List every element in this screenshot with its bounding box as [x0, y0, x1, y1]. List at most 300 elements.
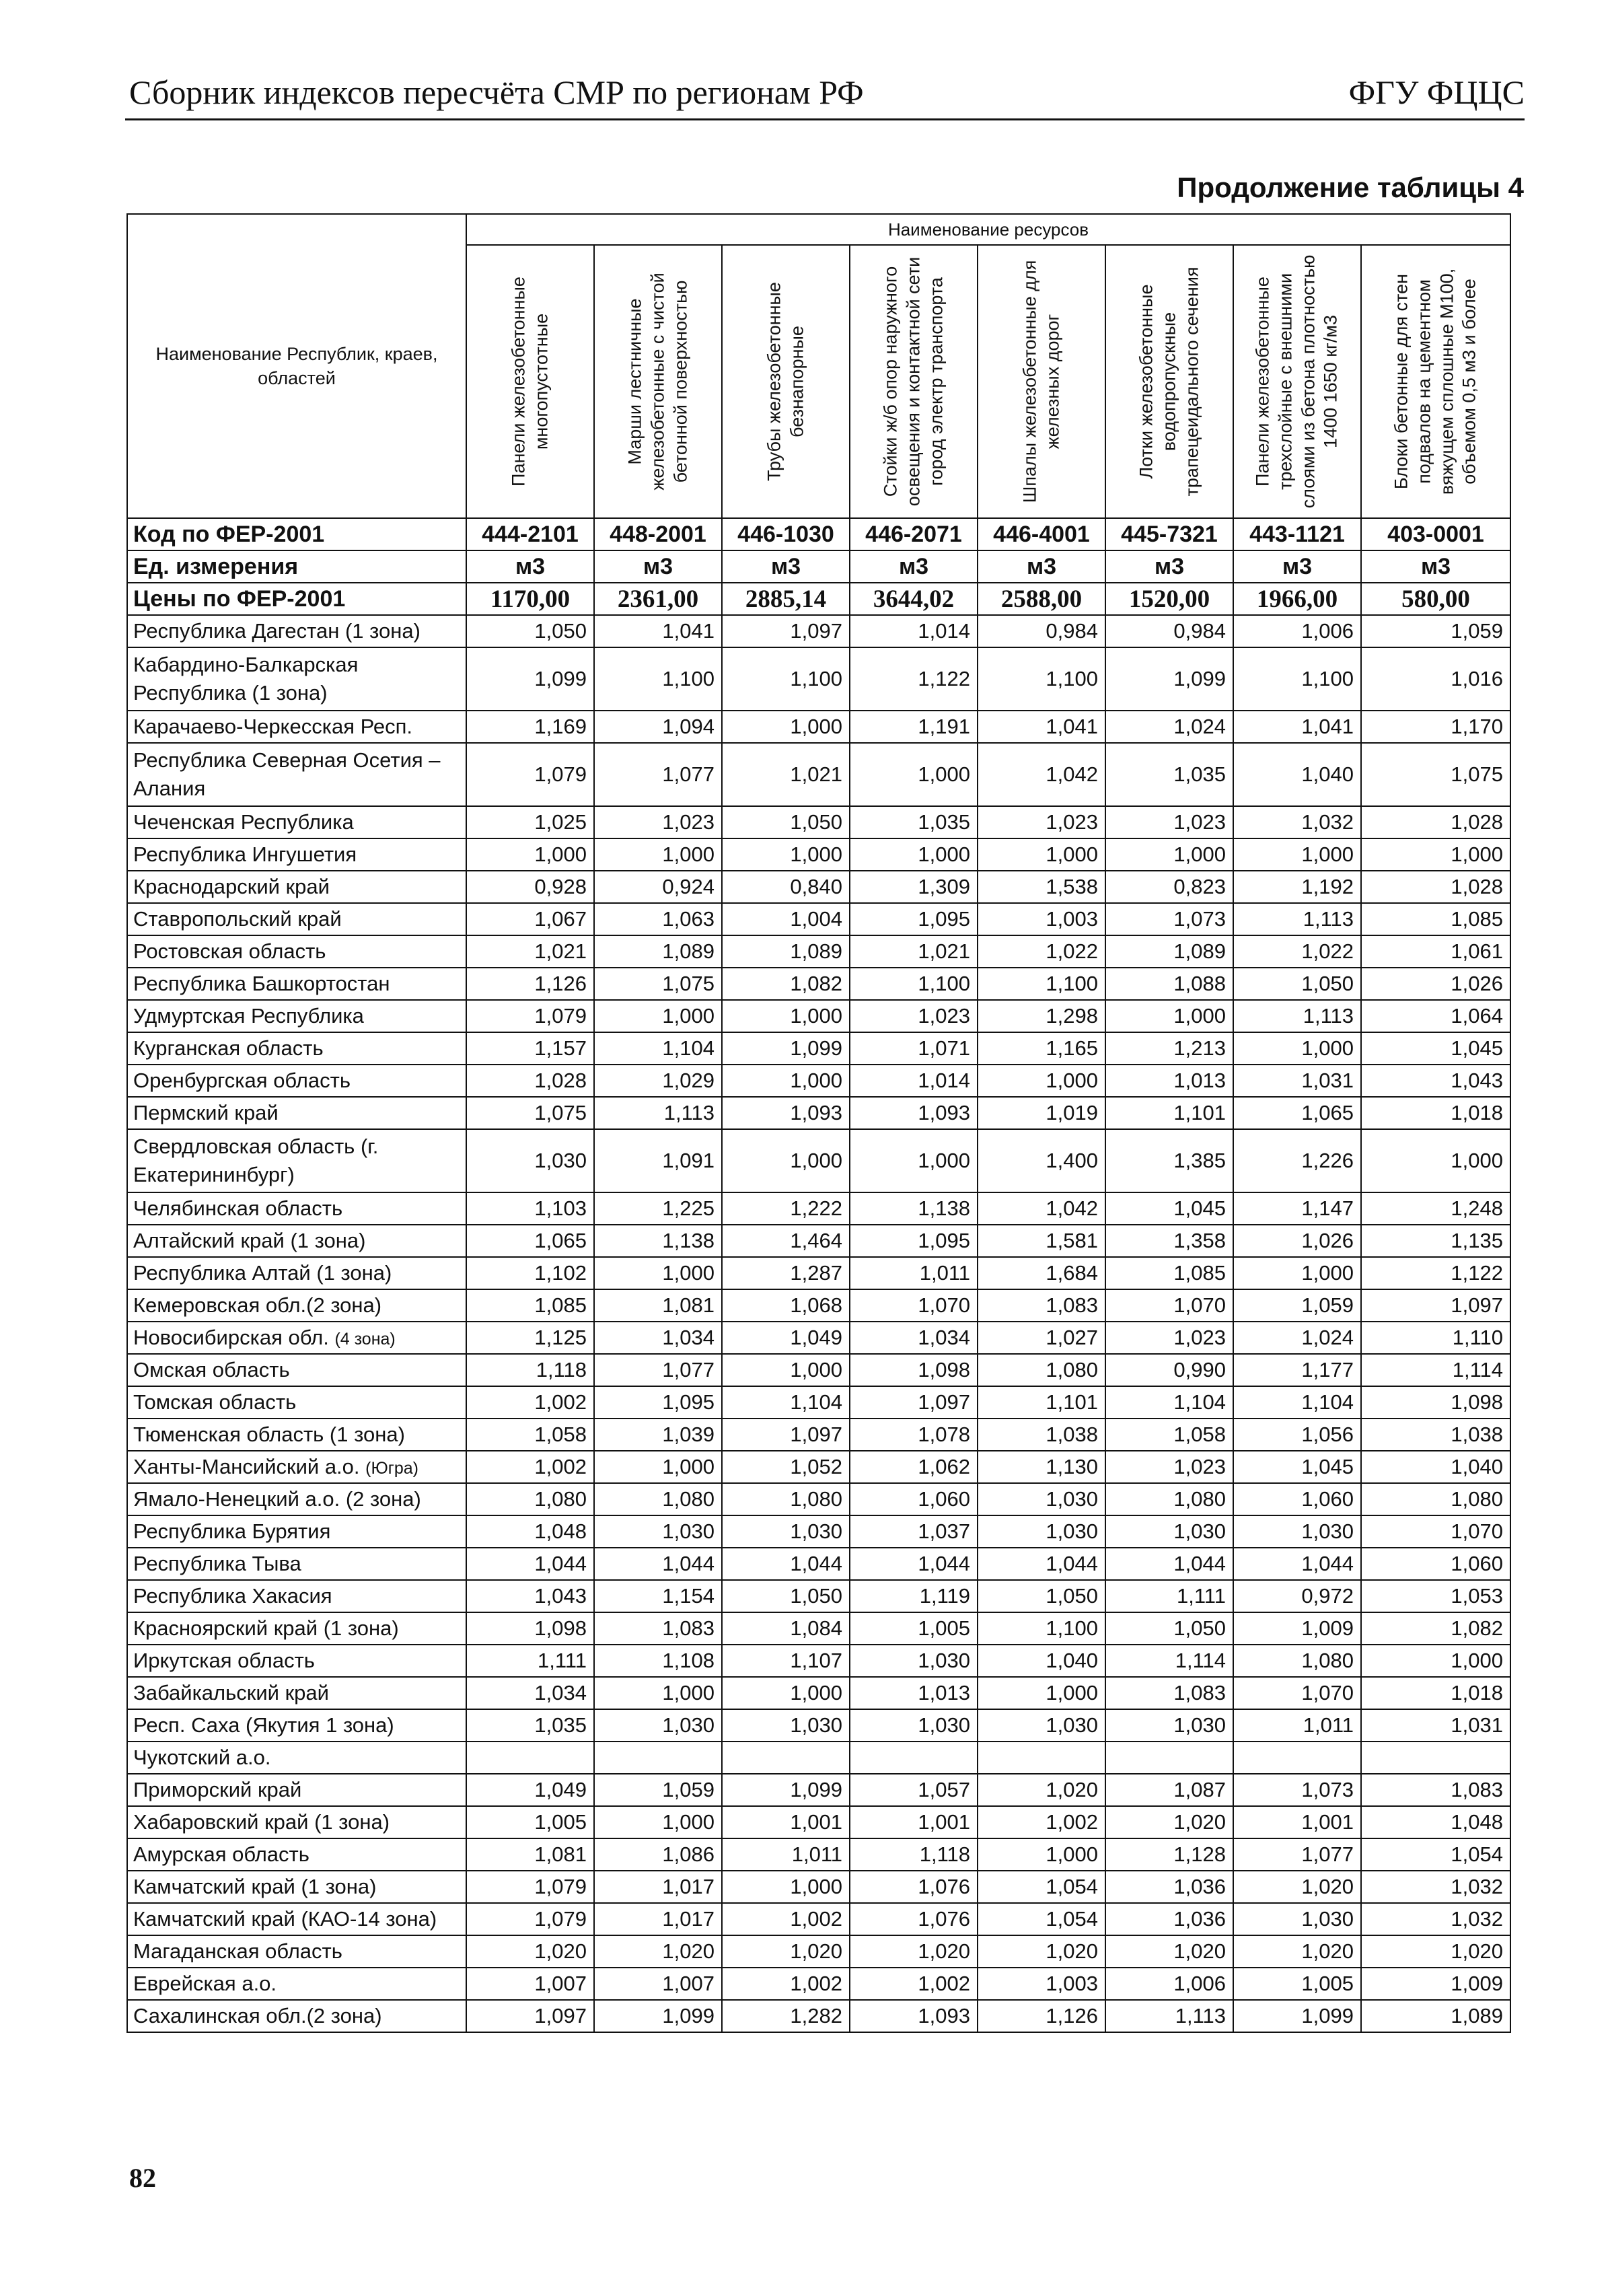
index-value: 1,089 — [1361, 2000, 1510, 2032]
index-value: 1,385 — [1105, 1129, 1233, 1192]
index-value: 1,005 — [1233, 1968, 1361, 2000]
index-value: 1,028 — [1361, 806, 1510, 838]
index-value: 1,032 — [1361, 1871, 1510, 1903]
index-value: 1,000 — [1233, 838, 1361, 871]
index-value: 1,100 — [850, 968, 978, 1000]
index-value: 1,034 — [850, 1322, 978, 1354]
index-value — [594, 1742, 722, 1774]
table-row — [127, 935, 1510, 968]
region-name — [127, 1838, 466, 1871]
resource-column-header — [466, 245, 594, 518]
price-row-value: 2361,00 — [594, 583, 722, 615]
region-name-text: Иркутская область — [133, 1649, 315, 1673]
index-value: 1,063 — [594, 903, 722, 935]
index-value: 1,073 — [1105, 903, 1233, 935]
index-value: 1,039 — [594, 1419, 722, 1451]
index-value: 1,099 — [722, 1774, 850, 1806]
index-value: 1,000 — [1361, 1645, 1510, 1677]
index-value — [466, 1742, 594, 1774]
index-value: 1,581 — [978, 1225, 1105, 1257]
index-value: 0,928 — [466, 871, 594, 903]
index-value: 1,080 — [1233, 1645, 1361, 1677]
table-row — [127, 1257, 1510, 1289]
region-name — [127, 1192, 466, 1225]
index-value: 1,050 — [1105, 1612, 1233, 1645]
index-value: 1,044 — [978, 1548, 1105, 1580]
region-name-text: Республика Северная Осетия – Алания — [133, 748, 441, 800]
index-value: 1,016 — [1361, 647, 1510, 711]
index-value: 1,110 — [1361, 1322, 1510, 1354]
index-value: 1,059 — [1233, 1289, 1361, 1322]
index-value: 1,029 — [594, 1065, 722, 1097]
index-value: 1,070 — [1105, 1289, 1233, 1322]
table-row — [127, 1322, 1510, 1354]
table-continuation-label: Продолжение таблицы 4 — [1177, 172, 1524, 203]
index-value: 1,036 — [1105, 1871, 1233, 1903]
index-value: 1,684 — [978, 1257, 1105, 1289]
index-value: 1,000 — [594, 1000, 722, 1032]
index-value: 1,045 — [1105, 1192, 1233, 1225]
index-value: 1,177 — [1233, 1354, 1361, 1386]
region-name — [127, 806, 466, 838]
price-row-value: 2885,14 — [722, 583, 850, 615]
region-name — [127, 1968, 466, 2000]
region-name-text: Забайкальский край — [133, 1681, 329, 1705]
index-value: 1,097 — [850, 1386, 978, 1419]
index-value: 1,464 — [722, 1225, 850, 1257]
index-value: 1,035 — [850, 806, 978, 838]
index-value: 1,043 — [466, 1580, 594, 1612]
index-value: 1,000 — [1233, 1032, 1361, 1065]
index-value: 1,065 — [1233, 1097, 1361, 1129]
fer-code-row-value: 446-1030 — [722, 518, 850, 550]
region-name-text: Республика Дагестан (1 зона) — [133, 619, 420, 643]
index-value: 0,823 — [1105, 871, 1233, 903]
region-name — [127, 1225, 466, 1257]
index-value: 1,122 — [1361, 1257, 1510, 1289]
index-value: 1,037 — [850, 1515, 978, 1548]
index-value: 1,147 — [1233, 1192, 1361, 1225]
region-name-text: Республика Бурятия — [133, 1519, 331, 1544]
index-value: 1,282 — [722, 2000, 850, 2032]
table-row — [127, 1483, 1510, 1515]
regional-index-table — [126, 213, 1511, 2033]
index-value: 0,984 — [1105, 615, 1233, 647]
index-value: 1,226 — [1233, 1129, 1361, 1192]
index-value: 1,100 — [722, 647, 850, 711]
fer-code-row-value: 445-7321 — [1105, 518, 1233, 550]
index-value: 1,030 — [850, 1709, 978, 1742]
index-value: 1,104 — [722, 1386, 850, 1419]
index-value: 1,035 — [466, 1709, 594, 1742]
index-value: 1,077 — [594, 743, 722, 806]
region-name — [127, 1612, 466, 1645]
index-value: 1,002 — [466, 1386, 594, 1419]
region-name-text: Хабаровский край (1 зона) — [133, 1810, 390, 1834]
index-value: 1,358 — [1105, 1225, 1233, 1257]
index-value: 1,030 — [1105, 1709, 1233, 1742]
index-value: 1,041 — [594, 615, 722, 647]
index-value: 1,225 — [594, 1192, 722, 1225]
index-value: 1,030 — [594, 1709, 722, 1742]
index-value: 1,030 — [722, 1709, 850, 1742]
index-value: 1,044 — [850, 1548, 978, 1580]
index-value: 1,052 — [722, 1451, 850, 1483]
index-value: 1,098 — [466, 1612, 594, 1645]
index-value — [1233, 1742, 1361, 1774]
index-value: 1,192 — [1233, 871, 1361, 903]
index-value: 1,040 — [1233, 743, 1361, 806]
index-value: 1,000 — [850, 1129, 978, 1192]
index-value: 1,077 — [1233, 1838, 1361, 1871]
index-value: 1,009 — [1361, 1968, 1510, 2000]
index-value: 1,071 — [850, 1032, 978, 1065]
index-value: 1,025 — [466, 806, 594, 838]
price-row-value: 3644,02 — [850, 583, 978, 615]
index-value: 1,095 — [594, 1386, 722, 1419]
index-value: 1,099 — [466, 647, 594, 711]
region-name-text: Республика Башкортостан — [133, 972, 390, 996]
region-name — [127, 1419, 466, 1451]
index-value: 1,050 — [722, 1580, 850, 1612]
region-name-text: Свердловская область (г. Екатерининбург) — [133, 1135, 379, 1186]
index-value: 1,000 — [594, 1451, 722, 1483]
index-value: 1,013 — [850, 1677, 978, 1709]
region-name — [127, 1032, 466, 1065]
region-name — [127, 1483, 466, 1515]
index-value: 1,097 — [466, 2000, 594, 2032]
index-value: 1,080 — [594, 1483, 722, 1515]
index-value: 1,014 — [850, 615, 978, 647]
index-value: 1,080 — [722, 1483, 850, 1515]
table-row — [127, 838, 1510, 871]
resource-column-label: Панели железобетонные трехслойные с внешними слоями из бетона плотностью 1400 1650 кг/м3 — [1252, 254, 1341, 509]
region-name-text: Приморский край — [133, 1778, 302, 1802]
table-row — [127, 1838, 1510, 1871]
index-value: 1,020 — [1105, 1935, 1233, 1968]
index-value: 1,100 — [978, 1612, 1105, 1645]
index-value: 1,076 — [850, 1871, 978, 1903]
table-row — [127, 903, 1510, 935]
region-name-text: Карачаево-Черкесская Респ. — [133, 715, 413, 739]
index-value: 1,157 — [466, 1032, 594, 1065]
region-name-text: Сахалинская обл.(2 зона) — [133, 2004, 382, 2028]
index-value: 1,023 — [1105, 1322, 1233, 1354]
index-value: 1,000 — [466, 838, 594, 871]
index-value: 1,000 — [1233, 1257, 1361, 1289]
region-name-text: Ставропольский край — [133, 907, 342, 931]
index-value: 1,165 — [978, 1032, 1105, 1065]
index-value: 1,098 — [850, 1354, 978, 1386]
index-value: 1,036 — [1105, 1903, 1233, 1935]
index-value: 1,075 — [594, 968, 722, 1000]
index-value: 1,020 — [466, 1935, 594, 1968]
index-value: 1,081 — [466, 1838, 594, 1871]
index-value: 1,041 — [1233, 711, 1361, 743]
index-value: 1,007 — [466, 1968, 594, 2000]
index-value: 1,078 — [850, 1419, 978, 1451]
index-value: 1,102 — [466, 1257, 594, 1289]
fer-code-row-value: 446-2071 — [850, 518, 978, 550]
index-value: 1,135 — [1361, 1225, 1510, 1257]
index-value: 1,000 — [594, 1806, 722, 1838]
index-value: 1,111 — [1105, 1580, 1233, 1612]
index-value: 0,990 — [1105, 1354, 1233, 1386]
index-value: 1,000 — [978, 1065, 1105, 1097]
table-row — [127, 1515, 1510, 1548]
index-value: 1,073 — [1233, 1774, 1361, 1806]
index-value: 1,002 — [978, 1806, 1105, 1838]
index-value: 1,017 — [594, 1903, 722, 1935]
index-value: 1,085 — [466, 1289, 594, 1322]
index-value: 1,038 — [978, 1419, 1105, 1451]
region-name — [127, 1742, 466, 1774]
region-name-text: Челябинская область — [133, 1196, 343, 1221]
index-value: 1,002 — [850, 1968, 978, 2000]
table-row — [127, 711, 1510, 743]
index-value: 1,114 — [1361, 1354, 1510, 1386]
index-value: 1,100 — [978, 968, 1105, 1000]
index-value: 1,030 — [1233, 1903, 1361, 1935]
index-value: 1,013 — [1105, 1065, 1233, 1097]
index-value: 1,030 — [978, 1515, 1105, 1548]
running-header-org: ФГУ ФЦЦС — [1348, 73, 1525, 111]
price-row-value: 1966,00 — [1233, 583, 1361, 615]
index-value: 1,020 — [1233, 1935, 1361, 1968]
table-row — [127, 1871, 1510, 1903]
index-value: 1,113 — [594, 1097, 722, 1129]
index-value: 1,103 — [466, 1192, 594, 1225]
index-value — [1361, 1742, 1510, 1774]
region-name-text: Томская область — [133, 1390, 297, 1414]
index-value: 1,050 — [466, 615, 594, 647]
index-value: 1,079 — [466, 743, 594, 806]
index-value: 1,111 — [466, 1645, 594, 1677]
resource-column-header — [1105, 245, 1233, 518]
region-name — [127, 647, 466, 711]
unit-row-label: Ед. измерения — [127, 550, 466, 583]
region-name — [127, 1386, 466, 1419]
index-value: 1,130 — [978, 1451, 1105, 1483]
index-value: 1,077 — [594, 1354, 722, 1386]
table-row — [127, 1806, 1510, 1838]
table-row — [127, 647, 1510, 711]
index-value: 1,065 — [466, 1225, 594, 1257]
region-name — [127, 743, 466, 806]
region-name-note: (4 зона) — [334, 1330, 396, 1349]
index-value: 1,000 — [722, 1871, 850, 1903]
index-value: 1,009 — [1233, 1612, 1361, 1645]
fer-code-row-label: Код по ФЕР-2001 — [127, 518, 466, 550]
index-value: 1,169 — [466, 711, 594, 743]
index-value: 1,053 — [1361, 1580, 1510, 1612]
index-value: 1,056 — [1233, 1419, 1361, 1451]
unit-row-value: м3 — [594, 550, 722, 583]
index-value: 1,082 — [1361, 1612, 1510, 1645]
index-value: 1,118 — [466, 1354, 594, 1386]
index-value: 1,070 — [1233, 1677, 1361, 1709]
table-row — [127, 1903, 1510, 1935]
region-name — [127, 935, 466, 968]
index-value: 1,100 — [594, 647, 722, 711]
region-name-text: Омская область — [133, 1358, 290, 1382]
table-row — [127, 1097, 1510, 1129]
region-name-text: Ростовская область — [133, 939, 326, 964]
index-value: 1,100 — [1233, 647, 1361, 711]
index-value: 1,000 — [978, 1677, 1105, 1709]
index-value: 1,076 — [850, 1903, 978, 1935]
table-row — [127, 806, 1510, 838]
region-name — [127, 1354, 466, 1386]
index-value: 1,093 — [722, 1097, 850, 1129]
index-value: 1,154 — [594, 1580, 722, 1612]
index-value: 1,097 — [722, 615, 850, 647]
index-value: 1,138 — [594, 1225, 722, 1257]
index-value: 1,101 — [978, 1386, 1105, 1419]
index-value: 1,006 — [1233, 615, 1361, 647]
price-row-label: Цены по ФЕР-2001 — [127, 583, 466, 615]
index-value: 1,050 — [978, 1580, 1105, 1612]
region-name — [127, 838, 466, 871]
index-value: 1,000 — [978, 838, 1105, 871]
region-name — [127, 1097, 466, 1129]
index-value: 1,068 — [722, 1289, 850, 1322]
region-name-text: Амурская область — [133, 1842, 309, 1867]
region-name-text: Камчатский край (КАО-14 зона) — [133, 1907, 437, 1931]
table-row — [127, 1451, 1510, 1483]
index-value: 1,070 — [1361, 1515, 1510, 1548]
index-value: 1,099 — [594, 2000, 722, 2032]
index-value: 1,045 — [1361, 1032, 1510, 1065]
index-value: 1,083 — [1105, 1677, 1233, 1709]
index-value: 1,070 — [850, 1289, 978, 1322]
table-row — [127, 1935, 1510, 1968]
region-name-text: Чукотский а.о. — [133, 1746, 271, 1770]
index-value: 1,000 — [1361, 838, 1510, 871]
index-value: 1,027 — [978, 1322, 1105, 1354]
index-value: 1,083 — [978, 1289, 1105, 1322]
table-row — [127, 1580, 1510, 1612]
index-value: 1,298 — [978, 1000, 1105, 1032]
region-name — [127, 1451, 466, 1483]
index-value: 1,030 — [1105, 1515, 1233, 1548]
fer-code-row-value: 446-4001 — [978, 518, 1105, 550]
region-name — [127, 1871, 466, 1903]
resources-group-header: Наименование ресурсов — [466, 214, 1510, 245]
index-value: 1,084 — [722, 1612, 850, 1645]
index-value: 1,026 — [1361, 968, 1510, 1000]
unit-row — [127, 550, 1510, 583]
index-value: 1,085 — [1105, 1257, 1233, 1289]
resource-column-label: Лотки железобетонные водопропускные трапецеидального сечения — [1136, 266, 1202, 497]
region-name — [127, 871, 466, 903]
index-value: 1,044 — [466, 1548, 594, 1580]
index-value: 1,099 — [1105, 647, 1233, 711]
index-value: 1,011 — [722, 1838, 850, 1871]
index-value: 1,099 — [722, 1032, 850, 1065]
table-row — [127, 2000, 1510, 2032]
index-value: 1,028 — [466, 1065, 594, 1097]
index-value: 1,059 — [594, 1774, 722, 1806]
index-value: 1,099 — [1233, 2000, 1361, 2032]
region-name-text: Оренбургская область — [133, 1069, 351, 1093]
region-name-text: Ямало-Ненецкий а.о. (2 зона) — [133, 1487, 421, 1511]
index-value: 1,023 — [594, 806, 722, 838]
index-value: 1,058 — [1105, 1419, 1233, 1451]
resource-column-header — [1233, 245, 1361, 518]
index-value: 1,079 — [466, 1000, 594, 1032]
index-value: 1,089 — [1105, 935, 1233, 968]
index-value: 1,002 — [466, 1451, 594, 1483]
index-value: 1,040 — [1361, 1451, 1510, 1483]
index-value: 1,093 — [850, 2000, 978, 2032]
fer-code-row-value: 403-0001 — [1361, 518, 1510, 550]
index-value: 1,000 — [594, 1257, 722, 1289]
index-value: 1,032 — [1361, 1903, 1510, 1935]
index-value: 1,022 — [1233, 935, 1361, 968]
table-row — [127, 1354, 1510, 1386]
index-value: 1,080 — [1105, 1483, 1233, 1515]
index-value: 1,097 — [722, 1419, 850, 1451]
table-row — [127, 1548, 1510, 1580]
index-value: 1,000 — [722, 711, 850, 743]
index-value: 1,020 — [978, 1935, 1105, 1968]
index-value: 0,840 — [722, 871, 850, 903]
index-value: 1,044 — [1233, 1548, 1361, 1580]
index-value: 1,021 — [722, 743, 850, 806]
index-value: 1,101 — [1105, 1097, 1233, 1129]
index-value: 1,079 — [466, 1871, 594, 1903]
index-value: 1,011 — [1233, 1709, 1361, 1742]
region-name-text: Пермский край — [133, 1101, 279, 1125]
index-value: 1,064 — [1361, 1000, 1510, 1032]
region-name-text: Республика Ингушетия — [133, 842, 357, 867]
index-value: 1,083 — [1361, 1774, 1510, 1806]
index-value: 1,002 — [722, 1968, 850, 2000]
index-value: 1,100 — [978, 647, 1105, 711]
resource-column-header — [594, 245, 722, 518]
resource-column-header — [978, 245, 1105, 518]
index-value: 1,026 — [1233, 1225, 1361, 1257]
index-value: 1,061 — [1361, 935, 1510, 968]
table-row — [127, 1192, 1510, 1225]
resource-column-label: Стойки ж/б опор наружного освещения и контактной сети город электр транспорта — [880, 256, 946, 507]
fer-code-row-value: 444-2101 — [466, 518, 594, 550]
region-name — [127, 1935, 466, 1968]
table-row — [127, 1032, 1510, 1065]
index-value — [978, 1742, 1105, 1774]
resource-column-label: Панели железобетонные многопустотные — [508, 277, 551, 487]
price-row — [127, 583, 1510, 615]
index-value: 1,048 — [1361, 1806, 1510, 1838]
index-value: 1,028 — [1361, 871, 1510, 903]
index-value: 1,083 — [594, 1612, 722, 1645]
table-row — [127, 1065, 1510, 1097]
index-value: 1,000 — [722, 838, 850, 871]
index-value: 1,000 — [722, 1354, 850, 1386]
index-value: 1,044 — [722, 1548, 850, 1580]
index-value: 1,049 — [466, 1774, 594, 1806]
index-value: 1,014 — [850, 1065, 978, 1097]
index-value: 1,119 — [850, 1580, 978, 1612]
unit-row-value: м3 — [1233, 550, 1361, 583]
resource-column-label: Марши лестничные железобетонные с чистой бетонной поверхностью — [624, 273, 690, 491]
region-name-text: Курганская область — [133, 1036, 324, 1061]
index-value: 1,017 — [594, 1871, 722, 1903]
index-value: 1,042 — [978, 1192, 1105, 1225]
index-value: 1,019 — [978, 1097, 1105, 1129]
region-name-text: Респ. Саха (Якутия 1 зона) — [133, 1713, 394, 1737]
